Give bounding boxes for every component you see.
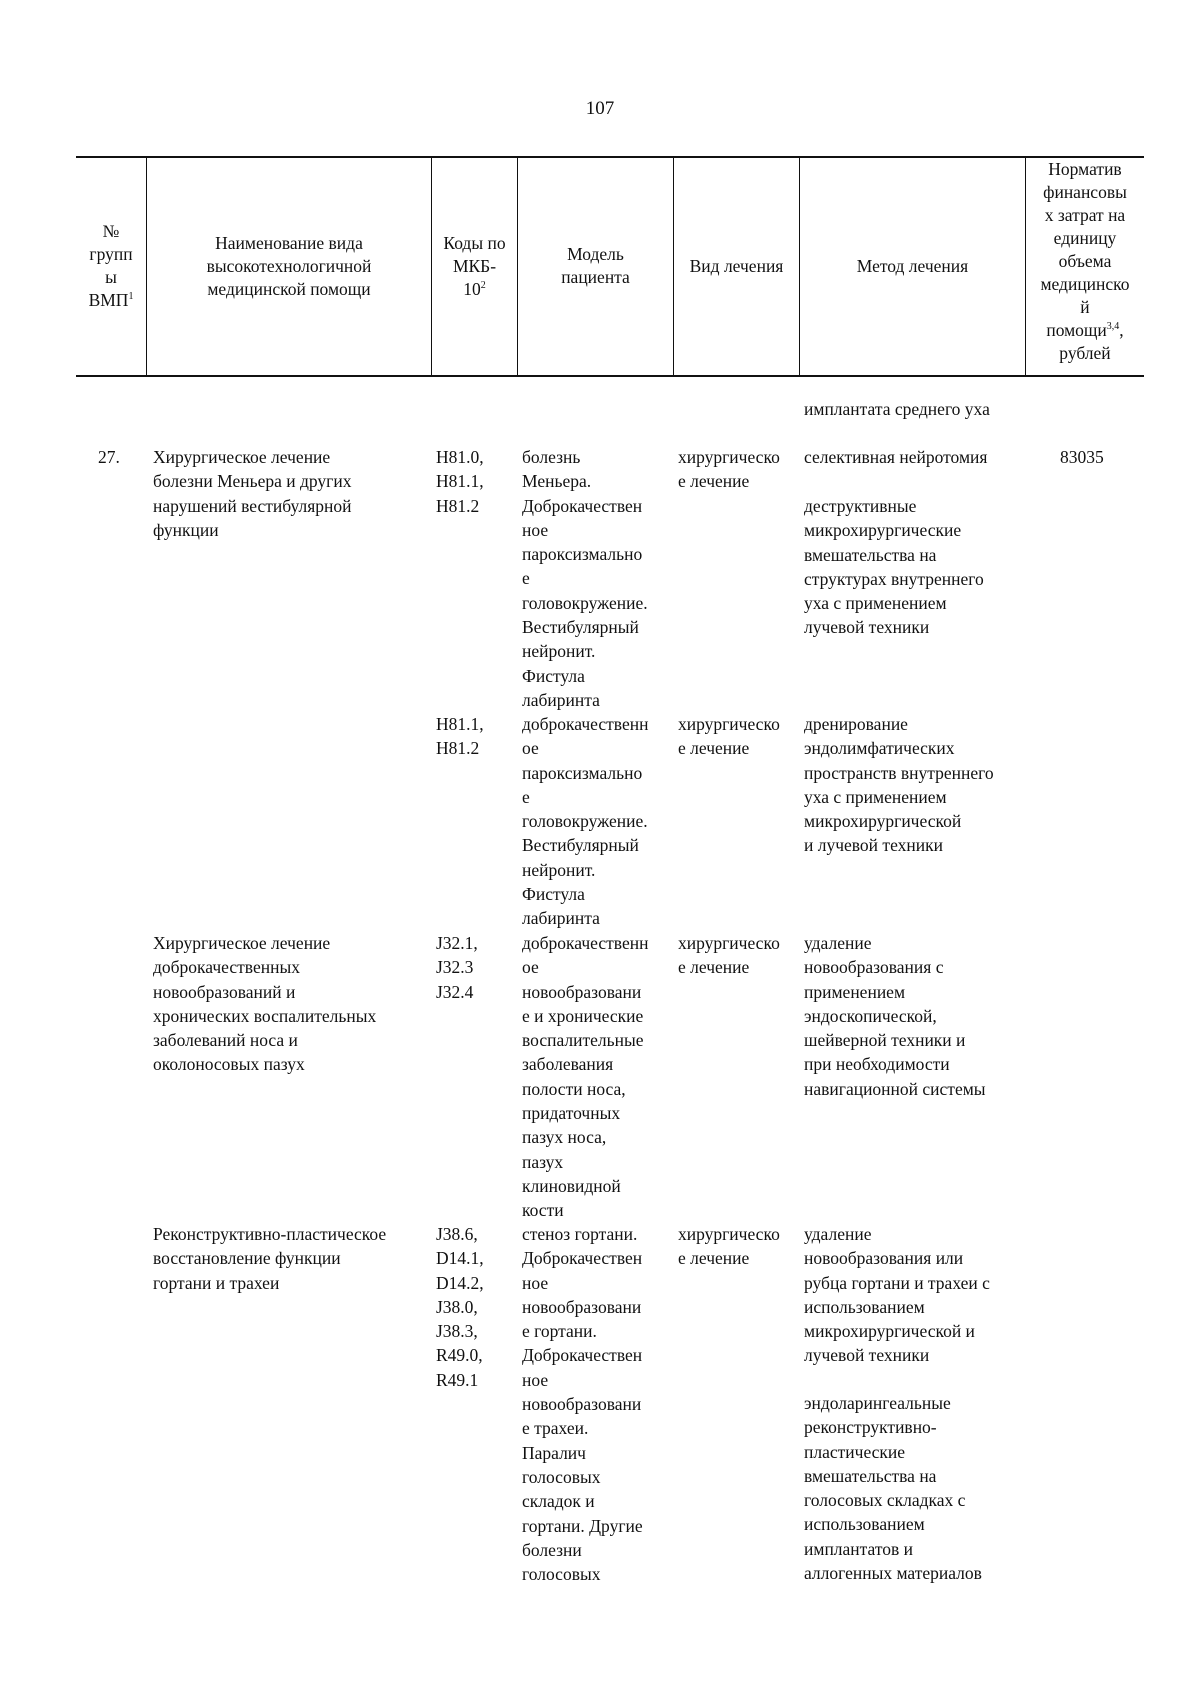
treatment-method: эндоларингеальные реконструктивно- пластические вмешательства на голосовых складках с использованием имплантатов и аллогенных материалов: [804, 1393, 982, 1584]
treatment-type: хирургическо е лечение: [678, 447, 780, 492]
group-number: 27.: [98, 447, 120, 467]
header-icd-codes: Коды по МКБ- $10^2$: [443, 232, 506, 299]
treatment-method: деструктивные микрохирургические вмешательства на структурах внутреннего уха с применением лучевой техники: [804, 496, 984, 638]
icd-codes: J32.1, J32.3 J32.4: [436, 933, 478, 1002]
treatment-method: удаление новообразования с применением эндоскопической, шейверной техники и при необходимости навигационной системы: [804, 933, 986, 1099]
treatment-method: селективная нейротомия: [804, 447, 988, 467]
care-name: Хирургическое лечение болезни Меньера и других нарушений вестибулярной функции: [153, 447, 352, 540]
header-treatment-type: Вид лечения: [689, 255, 784, 276]
treatment-method: дренирование эндолимфатических пространств внутреннего уха с применением микрохирургической и лучевой техники: [804, 714, 994, 856]
patient-model: болезнь Меньера. Доброкачествен ное пароксизмально е головокружение. Вестибулярный нейронит. Фистула лабиринта: [522, 447, 648, 710]
carryover-method: имплантата среднего уха: [804, 399, 990, 419]
icd-codes: H81.0, H81.1, H81.2: [436, 447, 484, 516]
treatment-type: хирургическо е лечение: [678, 714, 780, 759]
header-treatment-method: Метод лечения: [856, 255, 969, 276]
header-patient-model: Модель пациента: [561, 244, 630, 287]
patient-model: доброкачественн ое новообразовани е и хронические воспалительные заболевания полости носа, придаточных пазух носа, пазух клиновидной кости: [522, 933, 649, 1221]
icd-codes: H81.1, H81.2: [436, 714, 484, 759]
care-name: Хирургическое лечение доброкачественных новообразований и хронических воспалительных заболеваний носа и околоносовых пазух: [153, 933, 377, 1075]
page-number: 107: [585, 98, 615, 119]
treatment-type: хирургическо е лечение: [678, 933, 780, 978]
patient-model: доброкачественн ое пароксизмально е головокружение. Вестибулярный нейронит. Фистула лабиринта: [522, 714, 649, 929]
treatment-type: хирургическо е лечение: [678, 1224, 780, 1269]
header-group-number: № групп ы ВМП$^1$: [88, 221, 134, 310]
header-care-name: Наименование вида высокотехнологичной медицинской помощи: [206, 232, 372, 299]
icd-codes: J38.6, D14.1, D14.2, J38.0, J38.3, R49.0, R49.1: [436, 1224, 484, 1390]
care-name: Реконструктивно-пластическое восстановление функции гортани и трахеи: [153, 1224, 387, 1293]
group-cost: 83035: [1060, 447, 1104, 467]
treatment-method: удаление новообразования или рубца гортани и трахеи с использованием микрохирургической и лучевой техники: [804, 1224, 990, 1366]
patient-model: стеноз гортани. Доброкачествен ное новообразовани е гортани. Доброкачествен ное новообразовани е трахеи. Паралич голосовых складок и гортани. Другие болезни голосовых: [522, 1224, 643, 1585]
header-cost-norm: Норматив финансовы х затрат на единицу объема медицинско й помощи$^{3,4}$, рублей: [1040, 159, 1130, 363]
